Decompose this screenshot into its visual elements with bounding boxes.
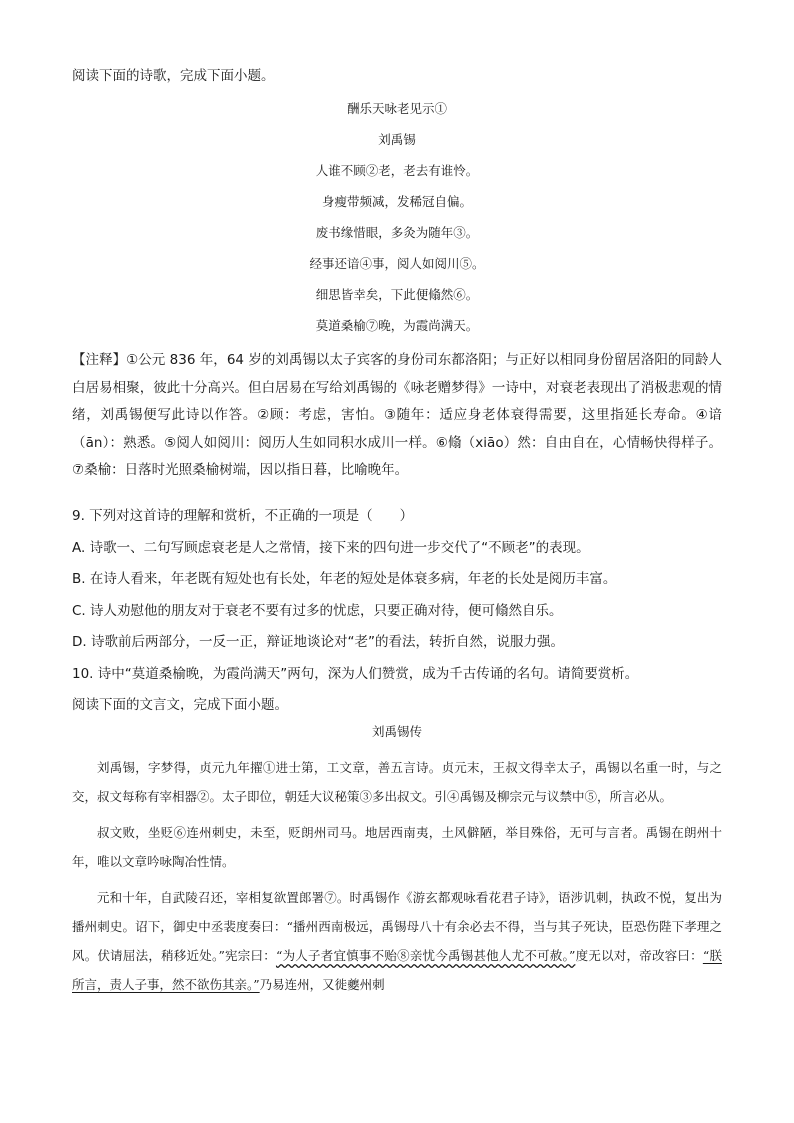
poem-instruction: 阅读下面的诗歌，完成下面小题。 — [72, 68, 275, 84]
poem-author: 刘禹锡 — [378, 132, 416, 147]
poem-block — [0, 98, 794, 346]
passage-title: 刘禹锡传 — [371, 724, 422, 739]
poem-line: 经事还谙④事，阅人如阅川⑤。 — [309, 256, 485, 271]
poem-line: 废书缘惜眼，多灸为随年③。 — [315, 225, 479, 240]
classical-text-instruction: 阅读下面的文言文，完成下面小题。 — [72, 697, 288, 713]
question-list — [72, 505, 722, 726]
classical-passage — [72, 753, 722, 1006]
poem-annotation: 【注释】①公元 836 年，64 岁的刘禹锡以太子宾客的身份司东都洛阳；与正好以相同身份留居洛阳的同龄人白居易相聚，彼此十分高兴。但白居易在写给刘禹锡的《咏老赠梦得》一诗中，对衰老表现出了消极悲观的情绪，刘禹锡便写此诗以作答。②顾：考虑，害怕。③随年：适应身老体衰得需要，这里指延长寿命。④谙（ān）：熟悉。⑤阅人如阅川：阅历人生如同积水成川一样。⑥翛（xiāo）然：自由自在，心情畅快得样子。⑦桑榆：日落时光照桑榆树端，因以指日暮，比喻晚年。 — [72, 352, 722, 478]
wavy-underlined-sentence: “为人子者宜慎事不贻⑧亲忧今禹锡甚他人尤不可赦。” — [275, 948, 576, 963]
question-9-option-b: B. 在诗人看来，年老既有短处也有长处，年老的短处是体衰多病，年老的长处是阅历丰富。 — [72, 571, 617, 587]
underlined-sentence: “朕所言，责人子事，然不欲伤其亲。” — [72, 948, 722, 992]
poem-line: 莫道桑榆⑦晚，为霞尚满天。 — [315, 318, 479, 333]
question-10-stem: 10. 诗中“莫道桑榆晚，为霞尚满天”两句，深为人们赞赏，成为千古传诵的名句。请简要赏析。 — [72, 665, 639, 682]
passage-text: 元和十年，自武陵召还，宰相复欲置郎署⑦。时禹锡作《游玄都观咏看花君子诗》，语涉讥刺，执政不悦，复出为播州刺史。诏下，御史中丞裴度奏曰：“播州西南极远，禹锡母八十有余必去不得，当与其子死诀，臣恐伤陛下孝理之风。伏请屈法，稍移近处。”宪宗曰： — [72, 890, 722, 963]
passage-paragraph-3 — [72, 883, 722, 999]
question-9-option-d: D. 诗歌前后两部分，一反一正，辩证地谈论对“老”的看法，转折自然，说服力强。 — [72, 634, 564, 650]
poem-line: 人谁不顾②老，老去有谁怜。 — [315, 163, 479, 178]
poem-line: 细思皆幸矣，下此便翛然⑥。 — [315, 287, 479, 302]
question-9-option-a: A. 诗歌一、二句写顾虑衰老是人之常情，接下来的四句进一步交代了“不顾老”的表现。 — [72, 539, 590, 556]
question-9-stem: 9. 下列对这首诗的理解和赏析，不正确的一项是（ ） — [72, 508, 414, 524]
passage-paragraph-2: 叔文败，坐贬⑥连州刺史，未至，贬朗州司马。地居西南夷，土风僻陋，举目殊俗，无可与言者。禹锡在朗州十年，唯以文章吟咏陶冶性情。 — [72, 825, 722, 869]
passage-text: 乃易连州，又徙夔州刺 — [259, 977, 385, 992]
question-9-option-c: C. 诗人劝慰他的朋友对于衰老不要有过多的忧虑，只要正确对待，便可翛然自乐。 — [72, 602, 563, 619]
passage-paragraph-1: 刘禹锡，字梦得，贞元九年擢①进士第，工文章，善五言诗。贞元末，王叔文得幸太子，禹锡以名重一时，与之交，叔文每称有宰相器②。太子即位，朝廷大议秘策③多出叔文。引④禹锡及柳宗元与议禁中⑤，所言必从。 — [72, 760, 722, 804]
poem-line: 身瘦带频减，发稀冠自偏。 — [321, 194, 472, 209]
passage-text: 度无以对，帝改容曰： — [575, 948, 703, 963]
poem-title: 酬乐天咏老见示① — [346, 101, 447, 116]
